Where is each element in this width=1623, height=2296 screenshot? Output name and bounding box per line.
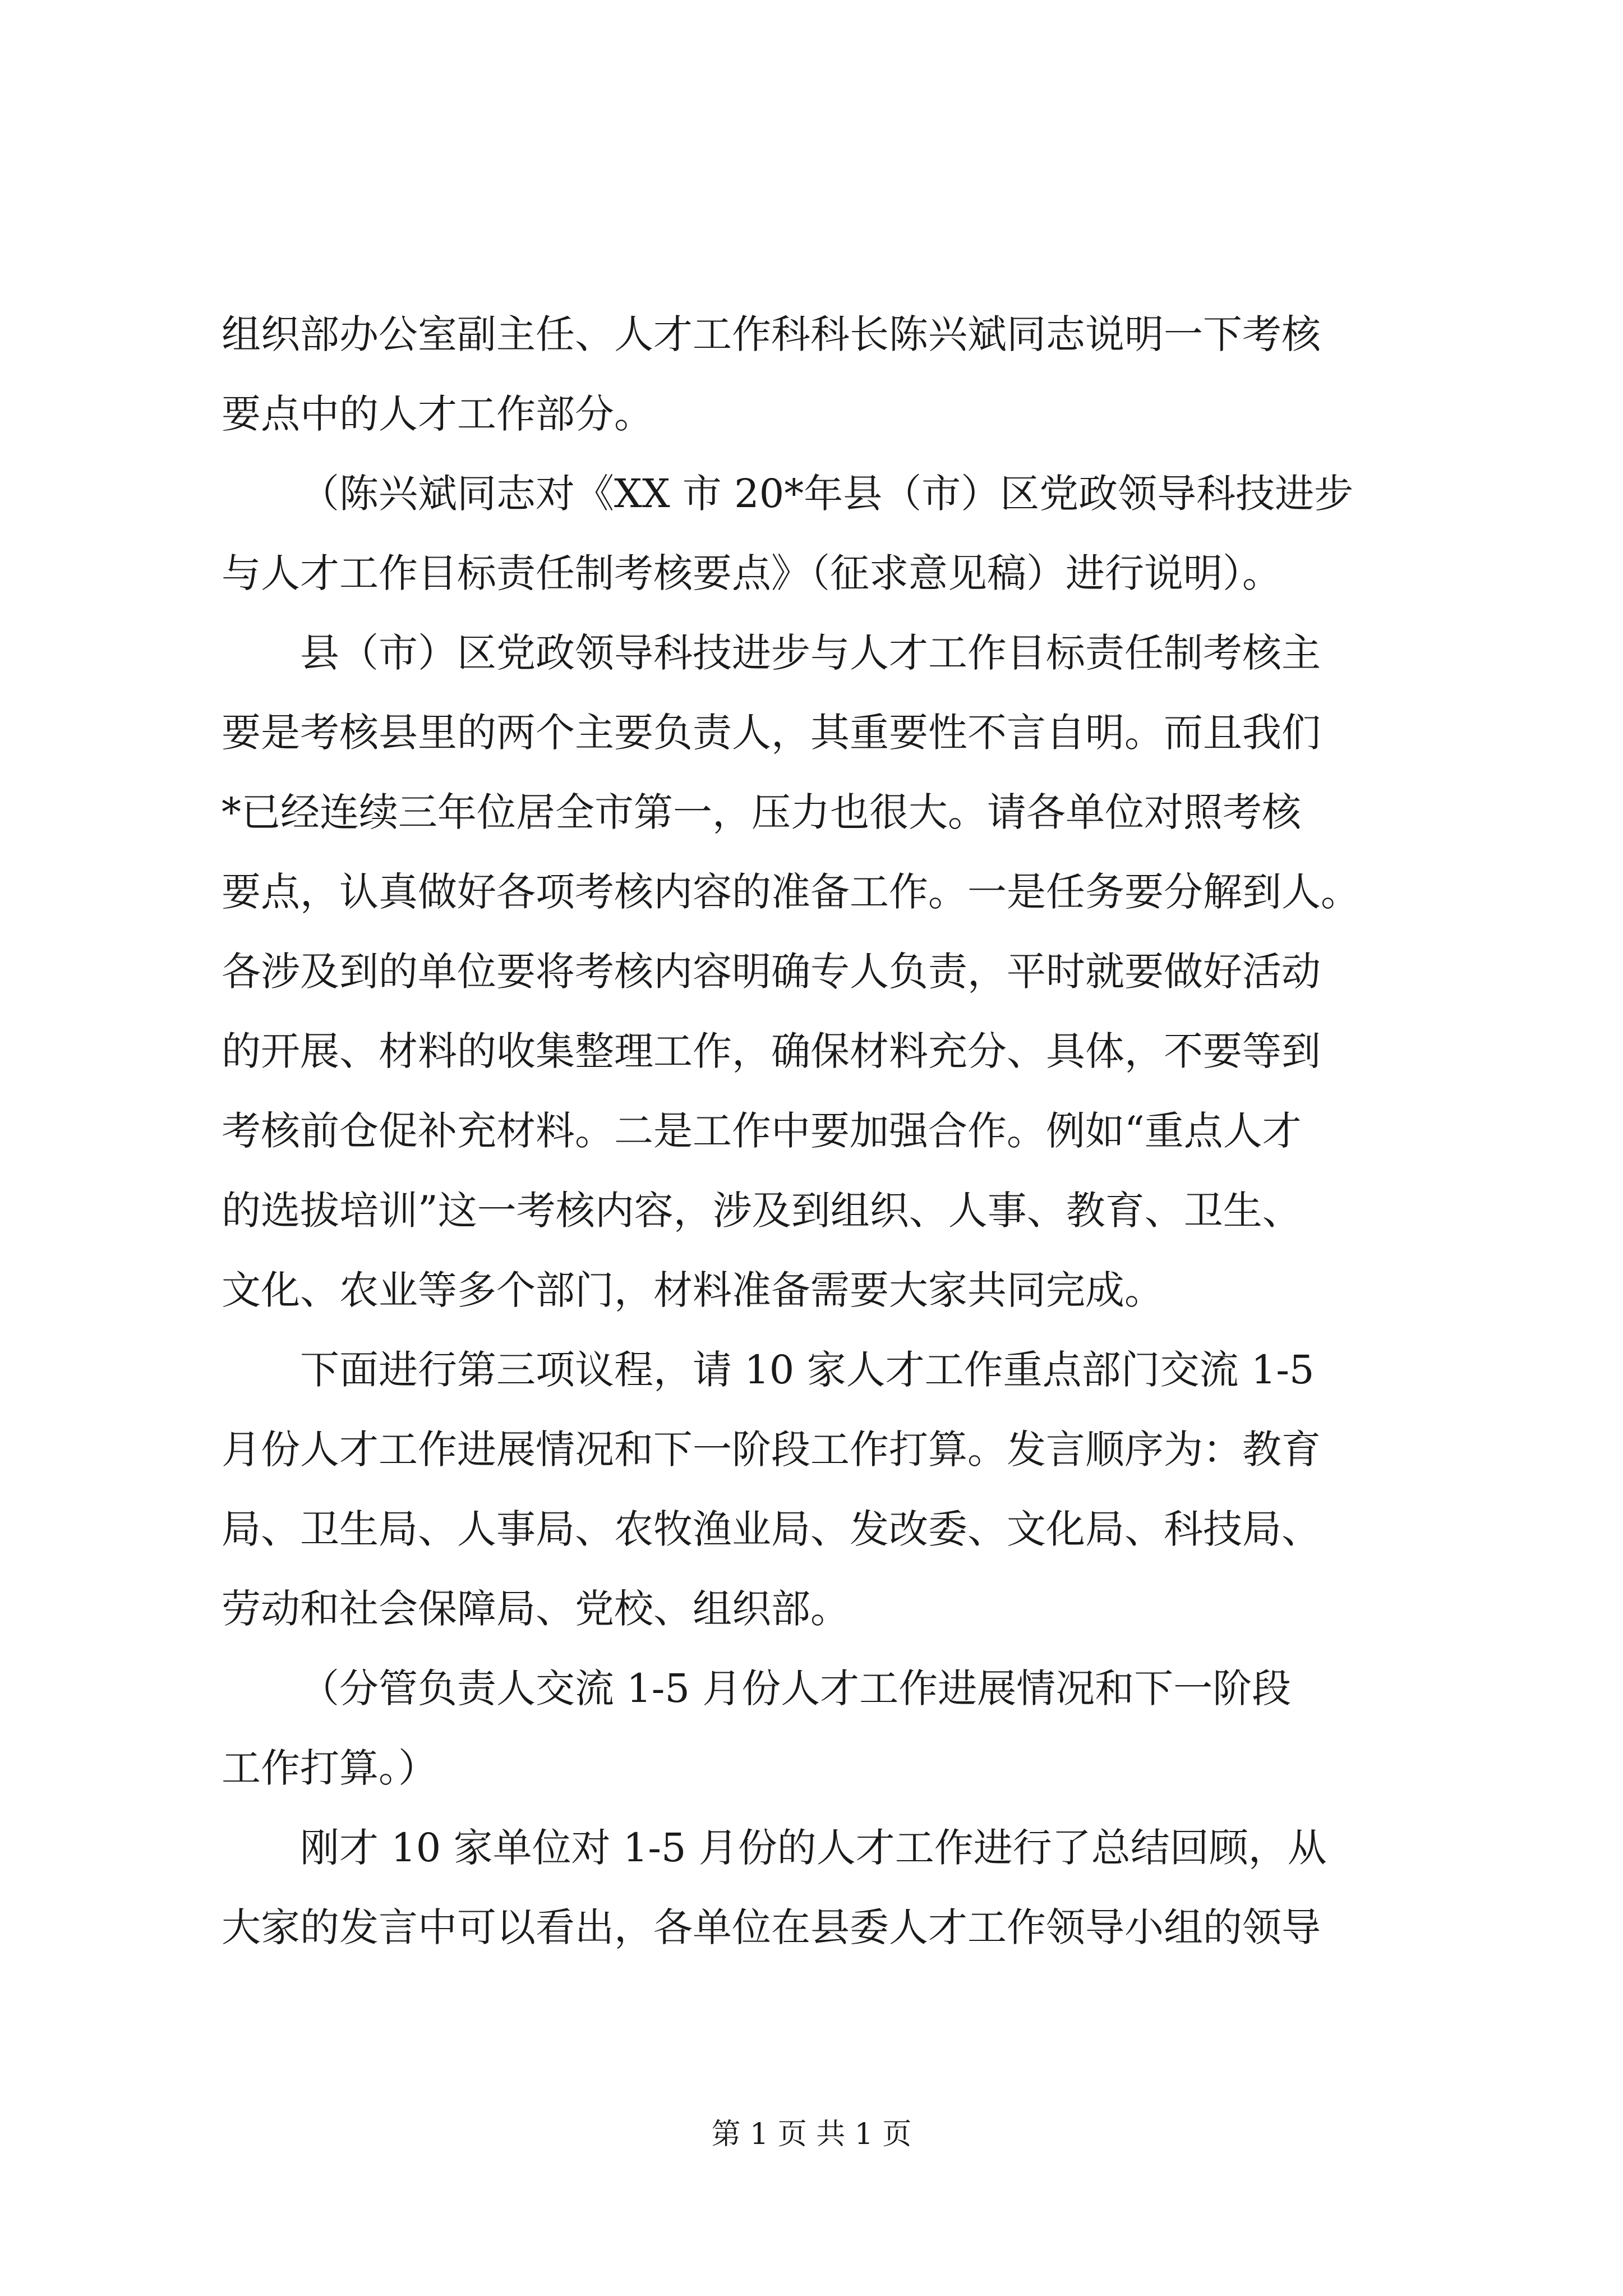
text-line: 考核前仓促补充材料。二是工作中要加强合作。例如“重点人才 <box>222 1108 1302 1154</box>
page-footer: 第 1 页 共 1 页 <box>711 2118 912 2151</box>
text-line: 月份人才工作进展情况和下一阶段工作打算。发言顺序为：教育 <box>222 1427 1321 1473</box>
text-line: （分管负责人交流 1-5 月份人才工作进展情况和下一阶段 <box>300 1665 1292 1711</box>
text-line: 文化、农业等多个部门，材料准备需要大家共同完成。 <box>222 1267 1164 1313</box>
document-body <box>222 295 1422 1967</box>
text-line: 工作打算。） <box>222 1745 437 1791</box>
text-line: （陈兴斌同志对《XX 市 20*年县（市）区党政领导科技进步 <box>300 471 1354 517</box>
text-line: 下面进行第三项议程，请 10 家人才工作重点部门交流 1-5 <box>300 1347 1315 1393</box>
text-line: 的选拔培训”这一考核内容，涉及到组织、人事、教育、卫生、 <box>222 1188 1302 1234</box>
text-line: 刚才 10 家单位对 1-5 月份的人才工作进行了总结回顾，从 <box>300 1825 1327 1871</box>
text-line: 要点中的人才工作部分。 <box>222 391 653 437</box>
text-line: 劳动和社会保障局、党校、组织部。 <box>222 1586 850 1632</box>
text-line: *已经连续三年位居全市第一，压力也很大。请各单位对照考核 <box>222 789 1301 835</box>
text-line: 与人才工作目标责任制考核要点》（征求意见稿）进行说明）。 <box>222 550 1281 596</box>
text-line: 县（市）区党政领导科技进步与人才工作目标责任制考核主 <box>300 630 1321 676</box>
text-line: 的开展、材料的收集整理工作，确保材料充分、具体，不要等到 <box>222 1028 1321 1074</box>
text-line: 各涉及到的单位要将考核内容明确专人负责，平时就要做好活动 <box>222 949 1321 995</box>
text-line: 大家的发言中可以看出，各单位在县委人才工作领导小组的领导 <box>222 1904 1321 1950</box>
text-line: 局、卫生局、人事局、农牧渔业局、发改委、文化局、科技局、 <box>222 1506 1321 1552</box>
text-line: 要点，认真做好各项考核内容的准备工作。一是任务要分解到人。 <box>222 869 1360 915</box>
text-line: 组织部办公室副主任、人才工作科科长陈兴斌同志说明一下考核 <box>222 311 1321 357</box>
text-line: 要是考核县里的两个主要负责人，其重要性不言自明。而且我们 <box>222 710 1321 756</box>
